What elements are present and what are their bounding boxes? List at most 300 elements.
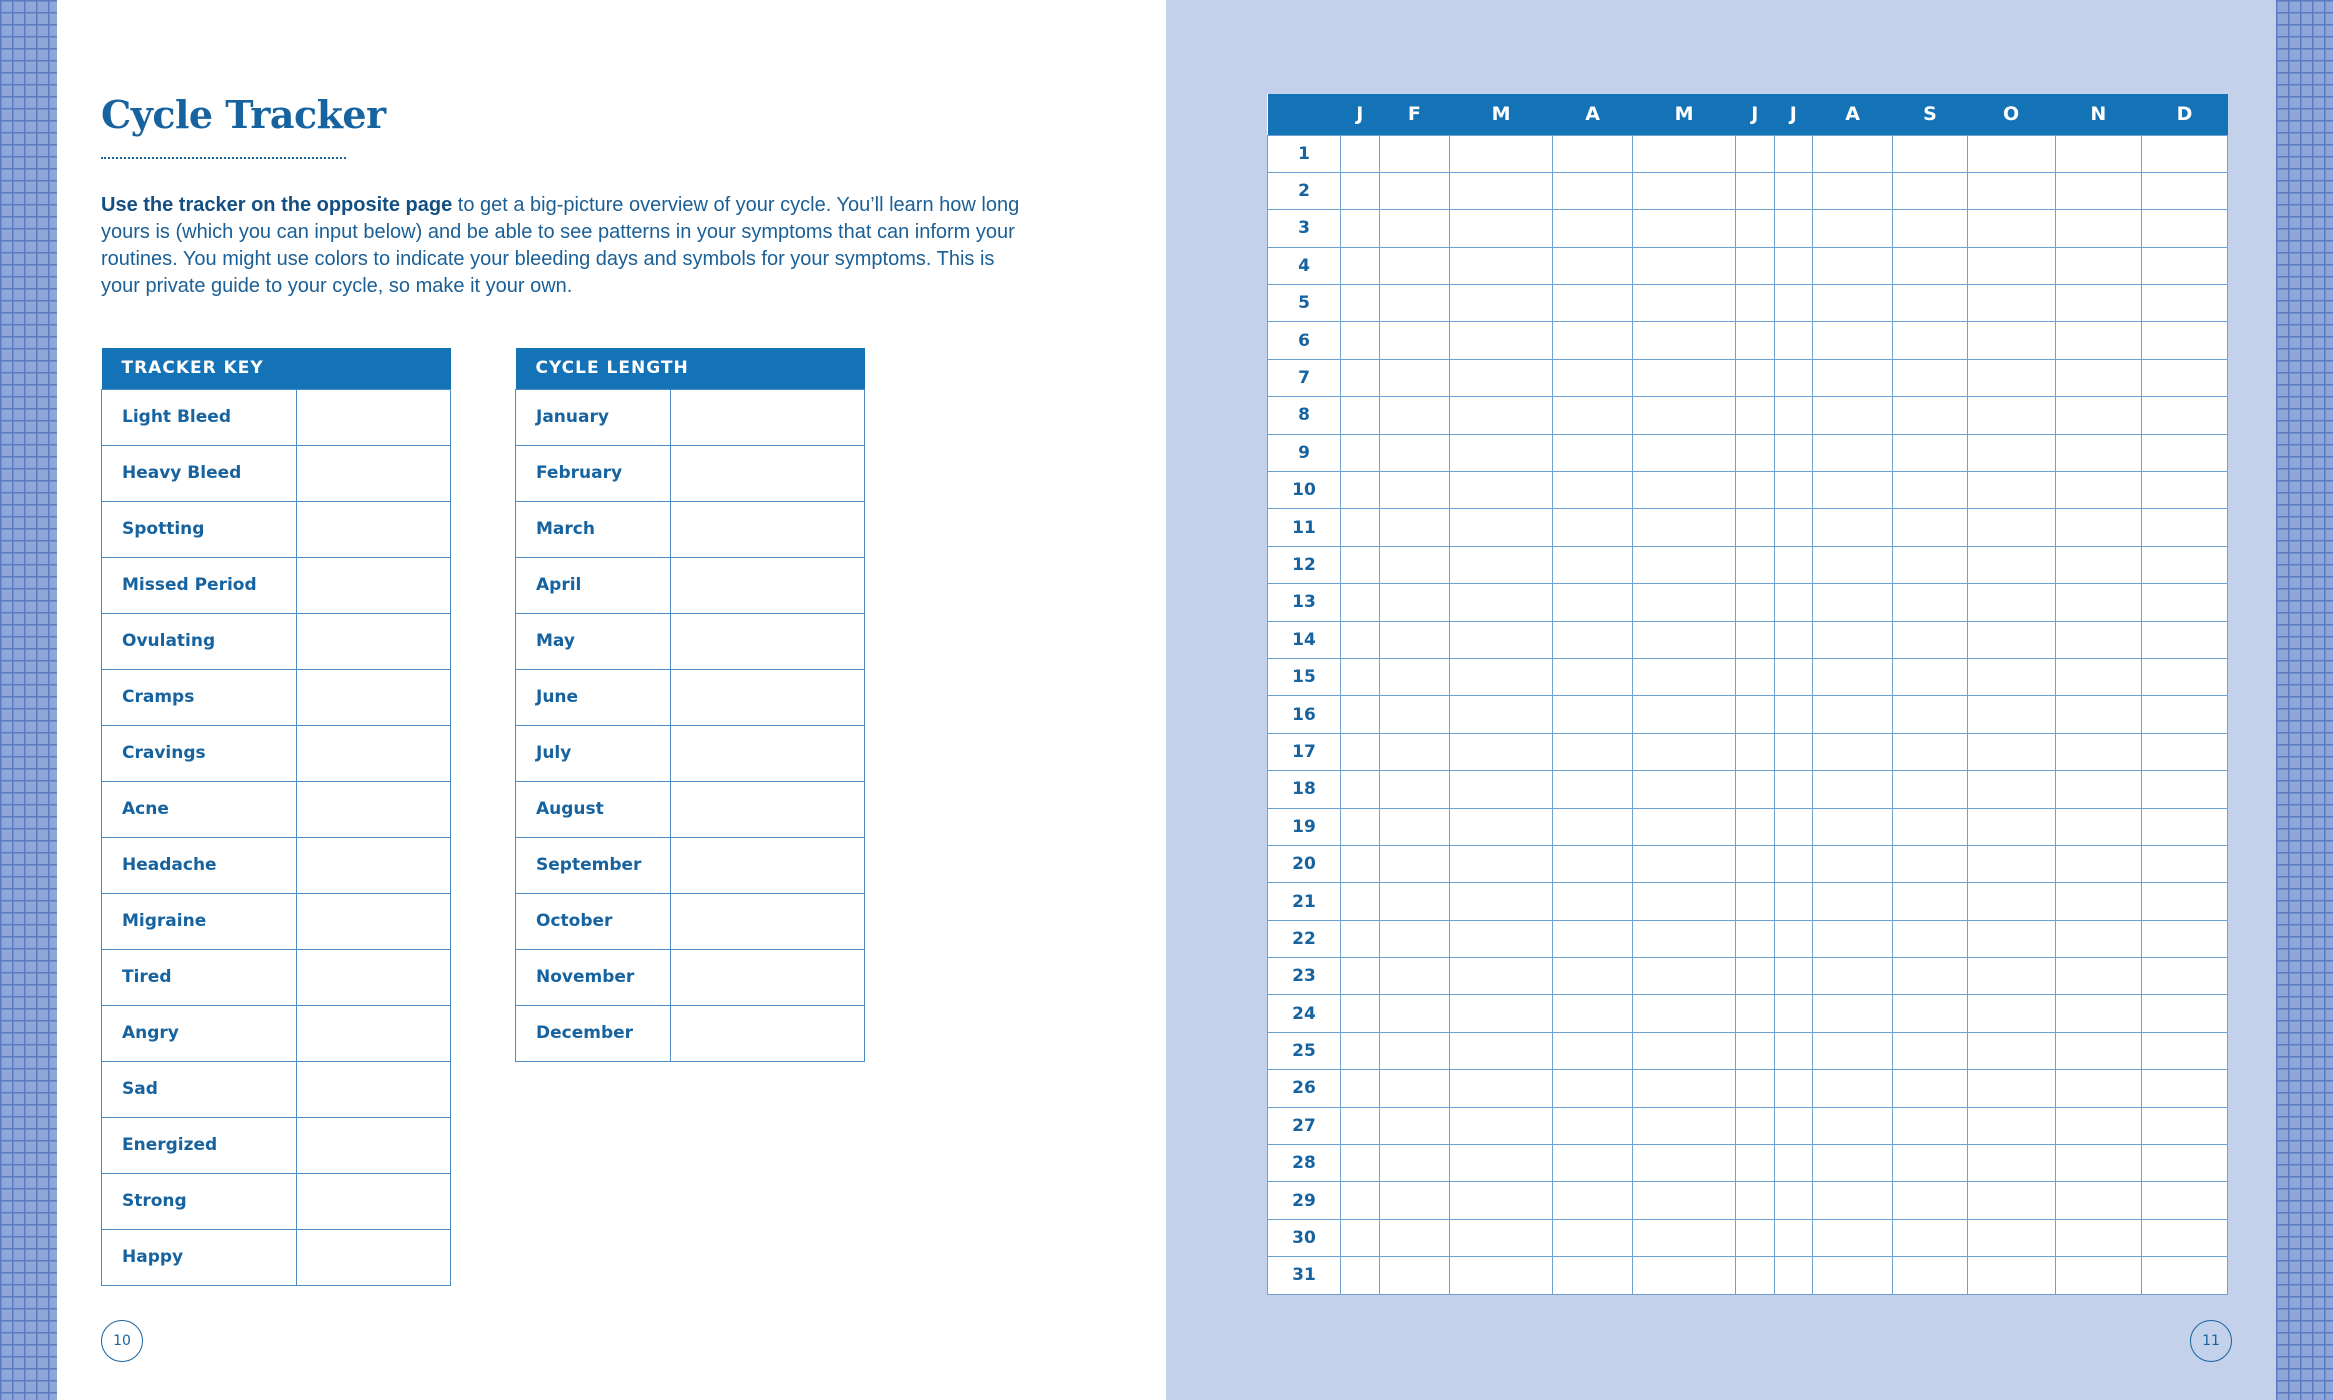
calendar-cell[interactable] [1450,509,1553,546]
calendar-cell[interactable] [1774,359,1813,396]
calendar-cell[interactable] [1774,920,1813,957]
calendar-cell[interactable] [2142,546,2228,583]
calendar-cell[interactable] [2055,434,2142,471]
calendar-cell[interactable] [1893,1182,1967,1219]
calendar-cell[interactable] [1967,397,2055,434]
calendar-cell[interactable] [1967,696,2055,733]
calendar-cell[interactable] [2055,1145,2142,1182]
calendar-cell[interactable] [2055,808,2142,845]
calendar-cell[interactable] [1893,1219,1967,1256]
calendar-cell[interactable] [1774,1145,1813,1182]
calendar-cell[interactable] [1736,285,1775,322]
cycle-length-entry-cell[interactable] [670,557,864,613]
calendar-cell[interactable] [1813,1032,1893,1069]
calendar-cell[interactable] [1450,771,1553,808]
calendar-cell[interactable] [1813,883,1893,920]
calendar-cell[interactable] [1633,359,1736,396]
calendar-cell[interactable] [1379,808,1450,845]
calendar-cell[interactable] [2055,845,2142,882]
calendar-cell[interactable] [1553,322,1633,359]
calendar-cell[interactable] [1967,322,2055,359]
calendar-cell[interactable] [1774,995,1813,1032]
calendar-cell[interactable] [1736,1145,1775,1182]
calendar-cell[interactable] [1967,584,2055,621]
cycle-length-entry-cell[interactable] [670,725,864,781]
calendar-cell[interactable] [1379,995,1450,1032]
calendar-cell[interactable] [2055,397,2142,434]
calendar-cell[interactable] [2055,509,2142,546]
tracker-key-entry-cell[interactable] [296,501,450,557]
calendar-cell[interactable] [1813,285,1893,322]
cycle-length-entry-cell[interactable] [670,445,864,501]
calendar-cell[interactable] [1341,1107,1380,1144]
calendar-cell[interactable] [2142,247,2228,284]
calendar-cell[interactable] [1379,285,1450,322]
calendar-cell[interactable] [2055,359,2142,396]
calendar-cell[interactable] [1450,546,1553,583]
calendar-cell[interactable] [1736,1219,1775,1256]
calendar-cell[interactable] [1633,247,1736,284]
calendar-cell[interactable] [1633,397,1736,434]
calendar-cell[interactable] [1893,958,1967,995]
calendar-cell[interactable] [2055,546,2142,583]
calendar-cell[interactable] [1450,135,1553,172]
calendar-cell[interactable] [1774,397,1813,434]
calendar-cell[interactable] [1633,920,1736,957]
calendar-cell[interactable] [1633,434,1736,471]
calendar-cell[interactable] [1813,584,1893,621]
calendar-cell[interactable] [2055,1182,2142,1219]
calendar-cell[interactable] [2142,135,2228,172]
calendar-cell[interactable] [1893,845,1967,882]
calendar-cell[interactable] [1450,1145,1553,1182]
calendar-cell[interactable] [1379,621,1450,658]
cycle-length-entry-cell[interactable] [670,1005,864,1061]
calendar-cell[interactable] [1967,135,2055,172]
calendar-cell[interactable] [1774,845,1813,882]
calendar-cell[interactable] [1553,1219,1633,1256]
calendar-cell[interactable] [1379,135,1450,172]
calendar-cell[interactable] [1341,546,1380,583]
calendar-cell[interactable] [1553,771,1633,808]
calendar-cell[interactable] [1379,509,1450,546]
calendar-cell[interactable] [1341,434,1380,471]
calendar-cell[interactable] [1450,883,1553,920]
calendar-cell[interactable] [1736,210,1775,247]
calendar-cell[interactable] [1813,1257,1893,1294]
calendar-cell[interactable] [1450,658,1553,695]
cycle-length-entry-cell[interactable] [670,781,864,837]
calendar-cell[interactable] [2142,434,2228,471]
calendar-cell[interactable] [1633,285,1736,322]
calendar-cell[interactable] [1893,771,1967,808]
calendar-cell[interactable] [1774,210,1813,247]
calendar-cell[interactable] [2055,584,2142,621]
calendar-cell[interactable] [1967,247,2055,284]
calendar-cell[interactable] [1893,397,1967,434]
calendar-cell[interactable] [1450,434,1553,471]
calendar-cell[interactable] [1633,958,1736,995]
calendar-cell[interactable] [2055,1032,2142,1069]
calendar-cell[interactable] [1893,247,1967,284]
calendar-cell[interactable] [1774,1257,1813,1294]
calendar-cell[interactable] [1341,621,1380,658]
calendar-cell[interactable] [1633,1070,1736,1107]
calendar-cell[interactable] [1967,359,2055,396]
calendar-cell[interactable] [1774,322,1813,359]
calendar-cell[interactable] [1967,771,2055,808]
calendar-cell[interactable] [1450,920,1553,957]
calendar-cell[interactable] [2055,172,2142,209]
calendar-cell[interactable] [1813,472,1893,509]
calendar-cell[interactable] [1341,1182,1380,1219]
calendar-cell[interactable] [2055,1219,2142,1256]
tracker-key-entry-cell[interactable] [296,949,450,1005]
calendar-cell[interactable] [1553,621,1633,658]
cycle-length-entry-cell[interactable] [670,389,864,445]
calendar-cell[interactable] [1341,135,1380,172]
calendar-cell[interactable] [1553,958,1633,995]
calendar-cell[interactable] [1774,1032,1813,1069]
calendar-cell[interactable] [1736,397,1775,434]
calendar-cell[interactable] [1774,658,1813,695]
calendar-cell[interactable] [1450,584,1553,621]
calendar-cell[interactable] [1450,1257,1553,1294]
calendar-cell[interactable] [1633,584,1736,621]
calendar-cell[interactable] [1893,920,1967,957]
calendar-cell[interactable] [1633,546,1736,583]
calendar-cell[interactable] [2142,210,2228,247]
calendar-cell[interactable] [1341,397,1380,434]
calendar-cell[interactable] [1893,509,1967,546]
calendar-cell[interactable] [1774,733,1813,770]
tracker-key-entry-cell[interactable] [296,725,450,781]
calendar-cell[interactable] [1379,920,1450,957]
calendar-cell[interactable] [1813,247,1893,284]
calendar-cell[interactable] [1553,696,1633,733]
calendar-cell[interactable] [1774,584,1813,621]
calendar-cell[interactable] [1774,1219,1813,1256]
calendar-cell[interactable] [1967,210,2055,247]
calendar-cell[interactable] [1967,920,2055,957]
calendar-cell[interactable] [1450,359,1553,396]
calendar-cell[interactable] [1967,1032,2055,1069]
calendar-cell[interactable] [1450,1070,1553,1107]
calendar-cell[interactable] [1893,172,1967,209]
cycle-length-entry-cell[interactable] [670,837,864,893]
calendar-cell[interactable] [1379,958,1450,995]
calendar-cell[interactable] [1450,1182,1553,1219]
calendar-cell[interactable] [1379,1070,1450,1107]
calendar-cell[interactable] [1341,172,1380,209]
calendar-cell[interactable] [1736,1032,1775,1069]
calendar-cell[interactable] [1967,733,2055,770]
calendar-cell[interactable] [1774,472,1813,509]
calendar-cell[interactable] [1379,1182,1450,1219]
calendar-cell[interactable] [2142,1032,2228,1069]
calendar-cell[interactable] [1553,920,1633,957]
calendar-cell[interactable] [1450,247,1553,284]
calendar-cell[interactable] [1967,958,2055,995]
calendar-cell[interactable] [1450,995,1553,1032]
calendar-cell[interactable] [1553,546,1633,583]
calendar-cell[interactable] [1379,584,1450,621]
calendar-cell[interactable] [1341,322,1380,359]
calendar-cell[interactable] [1736,845,1775,882]
calendar-cell[interactable] [2142,322,2228,359]
calendar-cell[interactable] [1736,1182,1775,1219]
cycle-length-entry-cell[interactable] [670,893,864,949]
calendar-cell[interactable] [1341,359,1380,396]
calendar-cell[interactable] [1379,1032,1450,1069]
calendar-cell[interactable] [1553,210,1633,247]
calendar-cell[interactable] [1450,808,1553,845]
calendar-cell[interactable] [1633,1145,1736,1182]
calendar-cell[interactable] [1553,1182,1633,1219]
calendar-cell[interactable] [1774,958,1813,995]
calendar-cell[interactable] [1341,733,1380,770]
calendar-cell[interactable] [1893,210,1967,247]
calendar-cell[interactable] [1633,733,1736,770]
calendar-cell[interactable] [1633,883,1736,920]
calendar-cell[interactable] [1450,322,1553,359]
calendar-cell[interactable] [1736,621,1775,658]
calendar-cell[interactable] [1341,958,1380,995]
calendar-cell[interactable] [1341,509,1380,546]
calendar-cell[interactable] [1553,397,1633,434]
calendar-cell[interactable] [1813,1182,1893,1219]
calendar-cell[interactable] [1341,808,1380,845]
calendar-cell[interactable] [1736,958,1775,995]
calendar-cell[interactable] [2055,1107,2142,1144]
calendar-cell[interactable] [2142,285,2228,322]
calendar-cell[interactable] [1553,1145,1633,1182]
calendar-cell[interactable] [1450,1219,1553,1256]
calendar-cell[interactable] [1736,808,1775,845]
calendar-cell[interactable] [1813,920,1893,957]
calendar-cell[interactable] [2055,883,2142,920]
calendar-cell[interactable] [1553,359,1633,396]
calendar-cell[interactable] [1553,883,1633,920]
calendar-cell[interactable] [1379,1219,1450,1256]
calendar-cell[interactable] [1893,359,1967,396]
calendar-cell[interactable] [1379,1257,1450,1294]
calendar-cell[interactable] [1736,509,1775,546]
calendar-cell[interactable] [1813,845,1893,882]
calendar-cell[interactable] [1450,733,1553,770]
calendar-cell[interactable] [1967,621,2055,658]
calendar-cell[interactable] [1553,1032,1633,1069]
calendar-cell[interactable] [1967,509,2055,546]
calendar-cell[interactable] [1553,247,1633,284]
cycle-length-entry-cell[interactable] [670,669,864,725]
calendar-cell[interactable] [1553,172,1633,209]
calendar-cell[interactable] [1736,247,1775,284]
tracker-key-entry-cell[interactable] [296,669,450,725]
calendar-cell[interactable] [1553,584,1633,621]
calendar-cell[interactable] [1736,546,1775,583]
calendar-cell[interactable] [1450,621,1553,658]
tracker-key-entry-cell[interactable] [296,557,450,613]
calendar-cell[interactable] [1893,434,1967,471]
calendar-cell[interactable] [2055,1070,2142,1107]
calendar-cell[interactable] [2142,1070,2228,1107]
calendar-cell[interactable] [1967,1107,2055,1144]
calendar-cell[interactable] [1633,696,1736,733]
calendar-cell[interactable] [2142,621,2228,658]
calendar-cell[interactable] [1813,733,1893,770]
calendar-cell[interactable] [1893,621,1967,658]
calendar-cell[interactable] [1553,135,1633,172]
calendar-cell[interactable] [1813,696,1893,733]
calendar-cell[interactable] [1813,172,1893,209]
calendar-cell[interactable] [1450,210,1553,247]
calendar-cell[interactable] [2142,958,2228,995]
calendar-cell[interactable] [1379,210,1450,247]
calendar-cell[interactable] [1813,1219,1893,1256]
calendar-cell[interactable] [1893,584,1967,621]
calendar-cell[interactable] [1967,808,2055,845]
calendar-cell[interactable] [1967,434,2055,471]
calendar-cell[interactable] [1736,733,1775,770]
calendar-cell[interactable] [1736,172,1775,209]
calendar-cell[interactable] [2142,1257,2228,1294]
calendar-cell[interactable] [2142,1182,2228,1219]
tracker-key-entry-cell[interactable] [296,445,450,501]
calendar-cell[interactable] [1893,135,1967,172]
calendar-cell[interactable] [1813,808,1893,845]
calendar-cell[interactable] [2142,808,2228,845]
calendar-cell[interactable] [1633,509,1736,546]
calendar-cell[interactable] [1379,359,1450,396]
calendar-cell[interactable] [1813,546,1893,583]
calendar-cell[interactable] [2055,247,2142,284]
calendar-cell[interactable] [1450,172,1553,209]
calendar-cell[interactable] [2142,509,2228,546]
calendar-cell[interactable] [1736,1257,1775,1294]
calendar-cell[interactable] [1341,584,1380,621]
calendar-cell[interactable] [1341,920,1380,957]
calendar-cell[interactable] [1774,883,1813,920]
calendar-cell[interactable] [1553,509,1633,546]
calendar-cell[interactable] [1341,1032,1380,1069]
calendar-cell[interactable] [1450,696,1553,733]
tracker-key-entry-cell[interactable] [296,1005,450,1061]
calendar-cell[interactable] [1341,1219,1380,1256]
calendar-cell[interactable] [1893,995,1967,1032]
calendar-cell[interactable] [1379,397,1450,434]
calendar-cell[interactable] [1633,322,1736,359]
calendar-cell[interactable] [2055,322,2142,359]
calendar-cell[interactable] [2142,920,2228,957]
tracker-key-entry-cell[interactable] [296,1173,450,1229]
calendar-cell[interactable] [1736,883,1775,920]
calendar-cell[interactable] [2142,696,2228,733]
calendar-cell[interactable] [1379,733,1450,770]
calendar-cell[interactable] [1774,808,1813,845]
calendar-cell[interactable] [2055,958,2142,995]
calendar-cell[interactable] [1341,845,1380,882]
calendar-cell[interactable] [1893,1145,1967,1182]
calendar-cell[interactable] [1736,472,1775,509]
calendar-cell[interactable] [2142,1107,2228,1144]
calendar-cell[interactable] [2055,135,2142,172]
calendar-cell[interactable] [1893,658,1967,695]
calendar-cell[interactable] [1813,1070,1893,1107]
tracker-key-entry-cell[interactable] [296,837,450,893]
calendar-cell[interactable] [1967,845,2055,882]
calendar-cell[interactable] [1633,1182,1736,1219]
calendar-cell[interactable] [1633,845,1736,882]
tracker-key-entry-cell[interactable] [296,1117,450,1173]
calendar-cell[interactable] [1736,584,1775,621]
calendar-cell[interactable] [1553,434,1633,471]
calendar-cell[interactable] [1379,472,1450,509]
calendar-cell[interactable] [1341,883,1380,920]
calendar-cell[interactable] [2055,920,2142,957]
calendar-cell[interactable] [1379,658,1450,695]
calendar-cell[interactable] [1633,808,1736,845]
calendar-cell[interactable] [1813,621,1893,658]
calendar-cell[interactable] [1893,808,1967,845]
tracker-key-entry-cell[interactable] [296,1229,450,1285]
calendar-cell[interactable] [1450,397,1553,434]
calendar-cell[interactable] [1341,210,1380,247]
calendar-cell[interactable] [1813,1107,1893,1144]
calendar-cell[interactable] [1893,1257,1967,1294]
calendar-cell[interactable] [2142,359,2228,396]
calendar-cell[interactable] [1774,135,1813,172]
calendar-cell[interactable] [1341,995,1380,1032]
tracker-key-entry-cell[interactable] [296,1061,450,1117]
calendar-cell[interactable] [1379,172,1450,209]
calendar-cell[interactable] [1813,1145,1893,1182]
calendar-cell[interactable] [1893,1070,1967,1107]
calendar-cell[interactable] [1813,509,1893,546]
calendar-cell[interactable] [1967,1219,2055,1256]
calendar-cell[interactable] [2055,771,2142,808]
calendar-cell[interactable] [1893,1107,1967,1144]
calendar-cell[interactable] [1553,285,1633,322]
calendar-cell[interactable] [1553,472,1633,509]
calendar-cell[interactable] [1967,1070,2055,1107]
calendar-cell[interactable] [2055,472,2142,509]
calendar-cell[interactable] [1813,210,1893,247]
calendar-cell[interactable] [2142,845,2228,882]
calendar-cell[interactable] [1450,285,1553,322]
calendar-cell[interactable] [1553,845,1633,882]
calendar-cell[interactable] [1633,172,1736,209]
calendar-cell[interactable] [1379,247,1450,284]
calendar-cell[interactable] [2055,696,2142,733]
calendar-cell[interactable] [1893,472,1967,509]
calendar-cell[interactable] [1893,322,1967,359]
calendar-cell[interactable] [1774,1107,1813,1144]
calendar-cell[interactable] [1813,958,1893,995]
calendar-cell[interactable] [1736,359,1775,396]
calendar-cell[interactable] [2142,1219,2228,1256]
calendar-cell[interactable] [1893,285,1967,322]
calendar-cell[interactable] [1633,135,1736,172]
calendar-cell[interactable] [1379,883,1450,920]
calendar-cell[interactable] [1967,1145,2055,1182]
cycle-length-entry-cell[interactable] [670,949,864,1005]
calendar-cell[interactable] [1633,1032,1736,1069]
cycle-length-entry-cell[interactable] [670,613,864,669]
calendar-cell[interactable] [1341,1145,1380,1182]
cycle-length-entry-cell[interactable] [670,501,864,557]
calendar-cell[interactable] [1774,1182,1813,1219]
